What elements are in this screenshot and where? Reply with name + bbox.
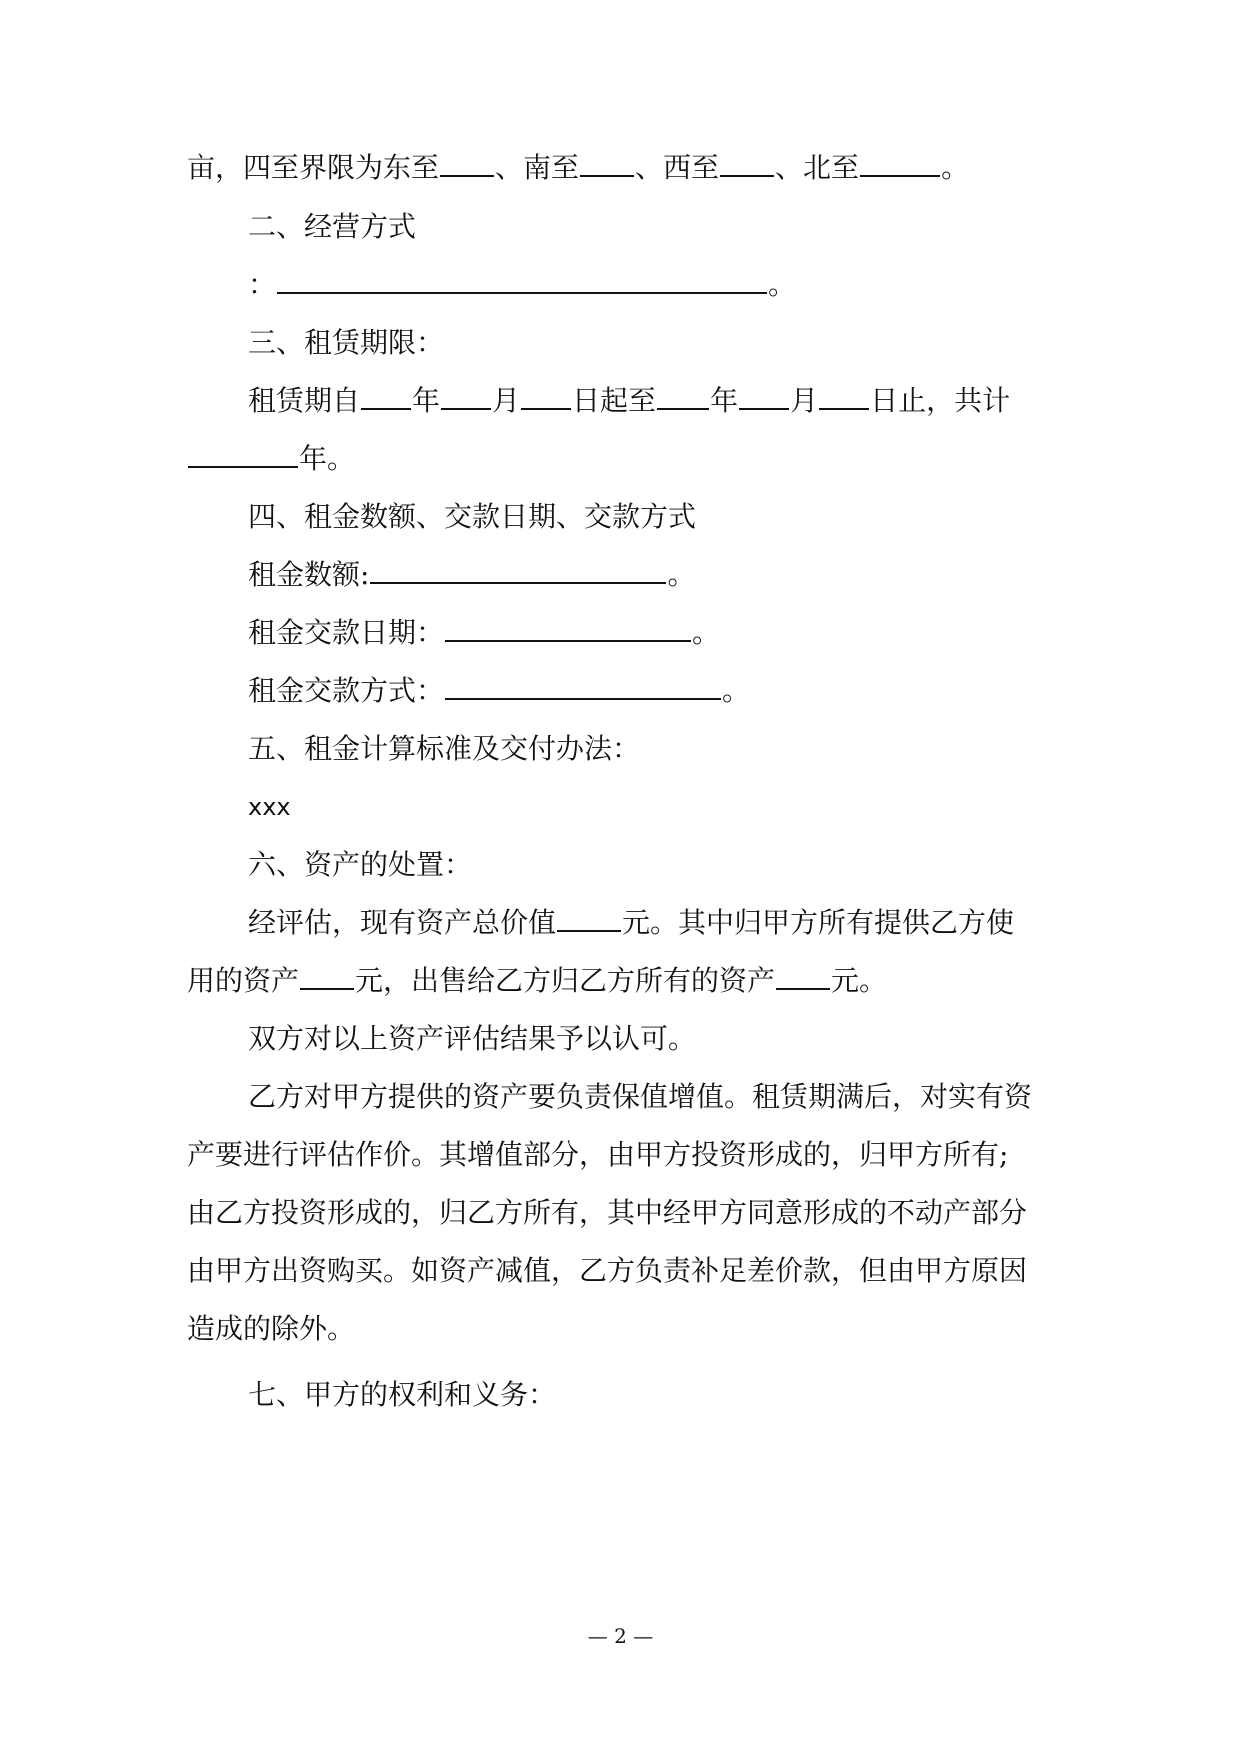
text: 亩，四至界限为东至 — [187, 151, 440, 184]
blank-rent-date — [445, 616, 691, 642]
blank-operation-method — [277, 268, 767, 294]
rent-date-line — [248, 613, 720, 653]
text: 、南至 — [495, 151, 580, 184]
text: 租金交款日期： — [248, 616, 445, 649]
text: 月 — [492, 384, 521, 417]
lease-period-line — [248, 381, 1055, 421]
section-body: xxx — [248, 793, 291, 821]
section-heading: 四、租金数额、交款日期、交款方式 — [248, 500, 697, 533]
text: 租赁期自 — [248, 384, 361, 417]
blank-end-day — [819, 384, 869, 410]
text: 元。其中归甲方所有提供乙方使 — [622, 906, 1015, 939]
text: 。 — [768, 268, 797, 301]
blank-south — [580, 151, 634, 177]
paragraph-line-2 — [187, 1135, 1055, 1175]
text: 年 — [710, 384, 739, 417]
blank-total-years — [188, 442, 298, 468]
blank-sold-assets — [776, 964, 830, 990]
assets-line-1 — [248, 903, 1055, 943]
text: 。 — [722, 674, 751, 707]
blank-start-month — [441, 384, 491, 410]
blank-rent-amount — [370, 558, 666, 584]
section-heading: 五、租金计算标准及交付办法： — [248, 732, 641, 765]
assets-line-2 — [187, 961, 887, 1001]
rent-method-line — [248, 671, 750, 711]
blank-total-asset-value — [557, 906, 621, 932]
page-number: — 2 — — [587, 1624, 654, 1648]
blank-start-day — [521, 384, 571, 410]
text: 月 — [790, 384, 819, 417]
text: 乙方对甲方提供的资产要负责保值增值。租赁期满后，对实有资 — [248, 1080, 1033, 1113]
paragraph-line-1 — [248, 1077, 1055, 1117]
text: 日起至 — [572, 384, 657, 417]
text: 用的资产 — [187, 964, 300, 997]
paragraph-line-5: 造成的除外。 — [187, 1312, 356, 1345]
text: 日止，共计 — [870, 384, 1011, 417]
blank-start-year — [361, 384, 411, 410]
rent-amount-line — [248, 555, 695, 595]
blank-north — [860, 151, 940, 177]
blank-provided-assets — [300, 964, 354, 990]
section-heading: 七、甲方的权利和义务： — [248, 1378, 557, 1411]
section-heading: 三、租赁期限： — [248, 326, 445, 359]
blank-rent-method — [445, 674, 721, 700]
blank-east — [440, 151, 494, 177]
blank-end-month — [739, 384, 789, 410]
text: 、北至 — [775, 151, 860, 184]
approval-line: 双方对以上资产评估结果予以认可。 — [248, 1022, 697, 1055]
lease-total-line — [187, 439, 355, 479]
blank-west — [720, 151, 774, 177]
text: 。 — [941, 151, 970, 184]
text: 元。 — [831, 964, 888, 997]
operation-method-line — [248, 265, 796, 305]
paragraph-line-4 — [187, 1251, 1055, 1291]
text: 租金交款方式： — [248, 674, 445, 707]
text: 。 — [692, 616, 721, 649]
text: 元，出售给乙方归乙方所有的资产 — [355, 964, 776, 997]
text: 由甲方出资购买。如资产减值，乙方负责补足差价款，但由甲方原因 — [187, 1254, 1028, 1287]
blank-end-year — [657, 384, 709, 410]
text: 、西至 — [635, 151, 720, 184]
section-heading: 六、资产的处置： — [248, 848, 473, 881]
text: 产要进行评估作价。其增值部分，由甲方投资形成的，归甲方所有; — [187, 1138, 1009, 1171]
section-heading: 二、经营方式 — [248, 210, 417, 243]
text: 租金数额: — [248, 558, 370, 591]
boundary-line — [187, 148, 969, 188]
text: 。 — [667, 558, 696, 591]
text: ： — [248, 268, 277, 301]
paragraph-line-3 — [187, 1193, 1055, 1233]
text: 由乙方投资形成的，归乙方所有，其中经甲方同意形成的不动产部分 — [187, 1196, 1028, 1229]
text: 年。 — [299, 442, 356, 475]
text: 经评估，现有资产总价值 — [248, 906, 557, 939]
text: 年 — [412, 384, 441, 417]
